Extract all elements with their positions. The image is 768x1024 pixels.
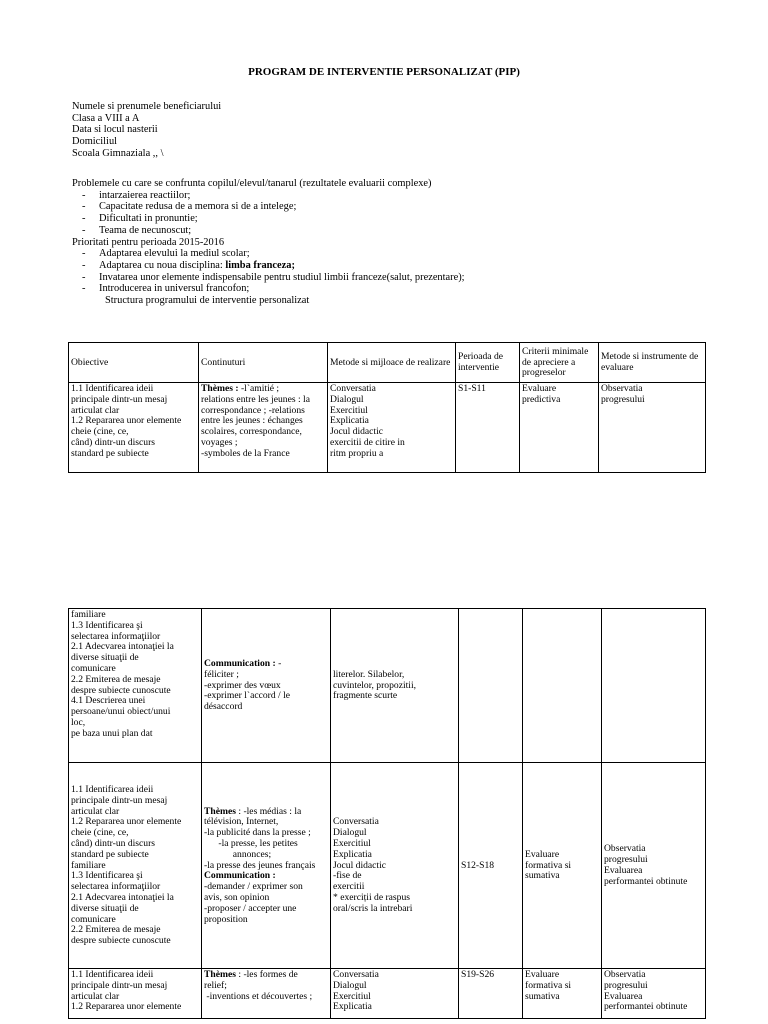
period-cell xyxy=(459,609,523,763)
priority-item: - Invatarea unor elemente indispensabile pentru studiul limbii franceze(salut, prezentare); xyxy=(82,271,465,283)
table-row xyxy=(69,969,706,1019)
info-birth: Data si locul nasterii xyxy=(72,124,158,136)
priorities-heading: Prioritati pentru perioada 2015-2016 xyxy=(72,236,225,248)
methods-cell: literelor. Silabelor, cuvintelor, propozitii, fragmente scurte xyxy=(331,609,459,763)
methods-cell: Conversatia Dialogul Exercitiul Explicatia xyxy=(331,969,459,1019)
period-cell: S12-S18 xyxy=(459,763,523,969)
beneficiary-info xyxy=(72,101,221,160)
document-title: PROGRAM DE INTERVENTIE PERSONALIZAT (PIP) xyxy=(248,66,520,78)
header-criteria: Criterii minimale de apreciere a progreselor xyxy=(520,343,599,383)
objectives-cell: 1.1 Identificarea ideii principale dintr-un mesaj articulat clar 1.2 Repararea unor elemente cheie (cine, ce, când) dintr-un discurs standard pe subiecte xyxy=(69,383,199,473)
structure-line: Structura programului de interventie personalizat xyxy=(105,295,310,307)
priority-item: - Adaptarea cu noua disciplina: limba franceza; xyxy=(82,259,295,271)
evaluation-cell xyxy=(602,609,706,763)
contents-cell: Thèmes : -les formes de relief; -inventions et découvertes ; xyxy=(202,969,331,1019)
period-cell: S19-S26 xyxy=(459,969,523,1019)
objectives-cell: 1.1 Identificarea ideii principale dintr-un mesaj articulat clar 1.2 Repararea unor elemente cheie (cine, ce, când) dintr-un discurs standard pe subiecte familiare 1.3 Identificarea şi selectarea informaţiilor 2.1 Adecvarea intonaţiei la diverse situaţii de comunicare 2.2 Emiterea de mesaje despre subiecte cunoscute xyxy=(69,763,202,969)
info-address: Domiciliul xyxy=(72,136,118,148)
evaluation-cell: Observatia progresului Evaluarea performantei obtinute xyxy=(602,969,706,1019)
contents-cell: Communication : - féliciter ; -exprimer des vœux -exprimer l`accord / le désaccord xyxy=(202,609,331,763)
header-contents: Continuturi xyxy=(199,343,328,383)
header-period: Perioada de interventie xyxy=(456,343,520,383)
info-name: Numele si prenumele beneficiarului xyxy=(72,101,222,112)
header-objectives: Obiective xyxy=(69,343,199,383)
info-school: Scoala Gimnaziala ,, \ xyxy=(72,147,164,159)
evaluation-cell: Observatia progresului Evaluarea performantei obtinute xyxy=(602,763,706,969)
header-methods: Metode si mijloace de realizare xyxy=(328,343,456,383)
criteria-cell: Evaluare predictiva xyxy=(520,383,599,473)
problem-item: - Dificultati in pronuntie; xyxy=(82,213,198,225)
problem-item: - Capacitate redusa de a memora si de a intelege; xyxy=(82,201,297,213)
problems-section xyxy=(72,178,465,307)
table-row xyxy=(69,763,706,969)
methods-cell: Conversatia Dialogul Exercitiul Explicatia Jocul didactic -fise de exercitii * exerciții de raspus oral/scris la intrebari xyxy=(331,763,459,969)
problems-heading: Problemele cu care se confrunta copilul/elevul/tanarul (rezultatele evaluarii complexe) xyxy=(72,178,432,189)
contents-cell: Thèmes : -l`amitié ; relations entre les jeunes : la correspondance ; -relations entre les jeunes : échanges scolaires, correspondance, voyages ; -symboles de la France xyxy=(199,383,328,473)
methods-cell: Conversatia Dialogul Exercitiul Explicatia Jocul didactic exercitii de citire in ritm propriu a xyxy=(328,383,456,473)
period-cell: S1-S11 xyxy=(456,383,520,473)
pip-table-page2 xyxy=(68,608,706,1019)
objectives-cell: 1.1 Identificarea ideii principale dintr-un mesaj articulat clar 1.2 Repararea unor elemente xyxy=(69,969,202,1019)
info-class: Clasa a VIII a A xyxy=(72,112,140,124)
pip-table-page1 xyxy=(68,342,706,473)
table-row xyxy=(69,383,706,473)
criteria-cell: Evaluare formativa si sumativa xyxy=(523,969,602,1019)
objectives-cell: familiare 1.3 Identificarea şi selectarea informaţiilor 2.1 Adecvarea intonaţiei la diverse situaţii de comunicare 2.2 Emiterea de mesaje despre subiecte cunoscute 4.1 Descrierea unei persoane/unui obiect/unui loc, pe baza unui plan dat xyxy=(69,609,202,763)
table-row xyxy=(69,609,706,763)
header-evaluation: Metode si instrumente de evaluare xyxy=(599,343,706,383)
problem-item: - intarzaierea reactiilor; xyxy=(82,189,191,201)
priority-item: - Introducerea in universul francofon; xyxy=(82,283,250,295)
criteria-cell xyxy=(523,609,602,763)
evaluation-cell: Observatia progresului xyxy=(599,383,706,473)
problem-item: - Teama de necunoscut; xyxy=(82,224,192,236)
criteria-cell: Evaluare formativa si sumativa xyxy=(523,763,602,969)
priority-item: - Adaptarea elevului la mediul scolar; xyxy=(82,248,250,260)
table-header-row xyxy=(69,343,706,383)
contents-cell: Thèmes : -les médias : la télévision, Internet, -la publicité dans la presse ; -la presse, les petites annonces; -la presse des jeunes français Communication : -demander / exprimer son avis, son opinion -proposer / accepter une proposition xyxy=(202,763,331,969)
